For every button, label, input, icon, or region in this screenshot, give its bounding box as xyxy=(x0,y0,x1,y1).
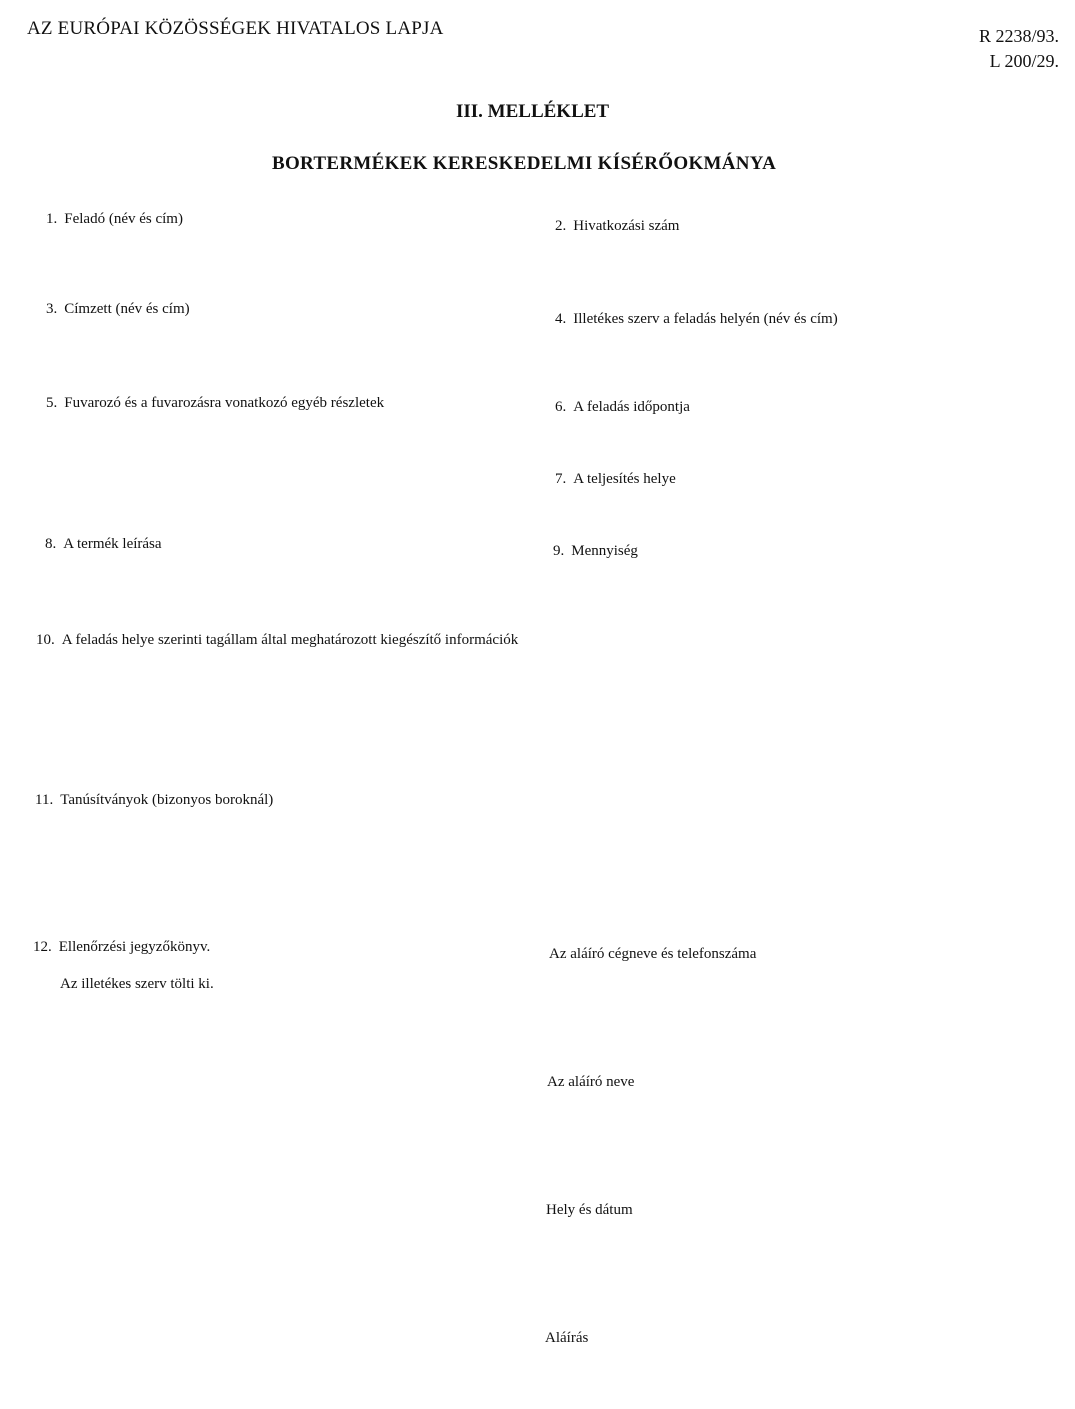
field-number: 12. xyxy=(33,939,52,955)
field-label: Ellenőrzési jegyzőkönyv. xyxy=(58,939,211,955)
field-number: 1. xyxy=(46,211,58,227)
field-7-delivery-place xyxy=(555,471,676,488)
field-9-quantity xyxy=(553,543,638,560)
signatory-company-label: Az aláíró cégneve és telefonszáma xyxy=(549,946,757,962)
document-title: BORTERMÉKEK KERESKEDELMI KÍSÉRŐOKMÁNYA xyxy=(272,153,777,174)
field-label: Tanúsítványok (bizonyos boroknál) xyxy=(60,792,274,808)
field-3-consignee xyxy=(46,301,190,318)
field-number: 2. xyxy=(555,218,567,234)
field-8-product-description xyxy=(45,536,162,553)
field-label: A feladás időpontja xyxy=(573,399,690,415)
field-1-consignor xyxy=(46,211,183,228)
field-label: A teljesítés helye xyxy=(573,471,676,487)
field-12-control-record xyxy=(33,939,210,956)
signature-label: Aláírás xyxy=(545,1330,589,1346)
field-number: 5. xyxy=(46,395,58,411)
field-number: 9. xyxy=(553,543,565,559)
field-6-dispatch-date xyxy=(555,399,690,416)
journal-title: AZ EURÓPAI KÖZÖSSÉGEK HIVATALOS LAPJA xyxy=(27,18,444,39)
page-reference: L 200/29. xyxy=(989,51,1059,71)
field-11-certificates xyxy=(35,792,273,809)
field-2-reference-number xyxy=(555,218,679,235)
field-label: Hivatkozási szám xyxy=(573,218,680,234)
field-label: Fuvarozó és a fuvarozásra vonatkozó egyéb részletek xyxy=(64,395,385,411)
field-label: Feladó (név és cím) xyxy=(64,211,183,227)
field-10-additional-info xyxy=(36,632,518,649)
field-number: 6. xyxy=(555,399,567,415)
field-12-sublabel: Az illetékes szerv tölti ki. xyxy=(60,976,214,992)
field-label: A termék leírása xyxy=(63,536,162,552)
reference-number: R 2238/93. xyxy=(978,26,1059,46)
field-number: 7. xyxy=(555,471,567,487)
field-label: Mennyiség xyxy=(571,543,638,559)
annex-title: III. MELLÉKLET xyxy=(456,101,610,122)
field-number: 4. xyxy=(555,311,567,327)
field-number: 10. xyxy=(36,632,55,648)
field-label: Címzett (név és cím) xyxy=(64,301,190,317)
field-label: Illetékes szerv a feladás helyén (név és cím) xyxy=(573,311,838,327)
field-label: A feladás helye szerinti tagállam által meghatározott kiegészítő információk xyxy=(61,632,519,648)
field-number: 11. xyxy=(35,792,54,808)
place-date-label: Hely és dátum xyxy=(546,1202,633,1218)
signatory-name-label: Az aláíró neve xyxy=(547,1074,635,1090)
field-4-competent-authority xyxy=(555,311,838,328)
field-number: 8. xyxy=(45,536,57,552)
field-number: 3. xyxy=(46,301,58,317)
field-5-carrier xyxy=(46,395,384,412)
